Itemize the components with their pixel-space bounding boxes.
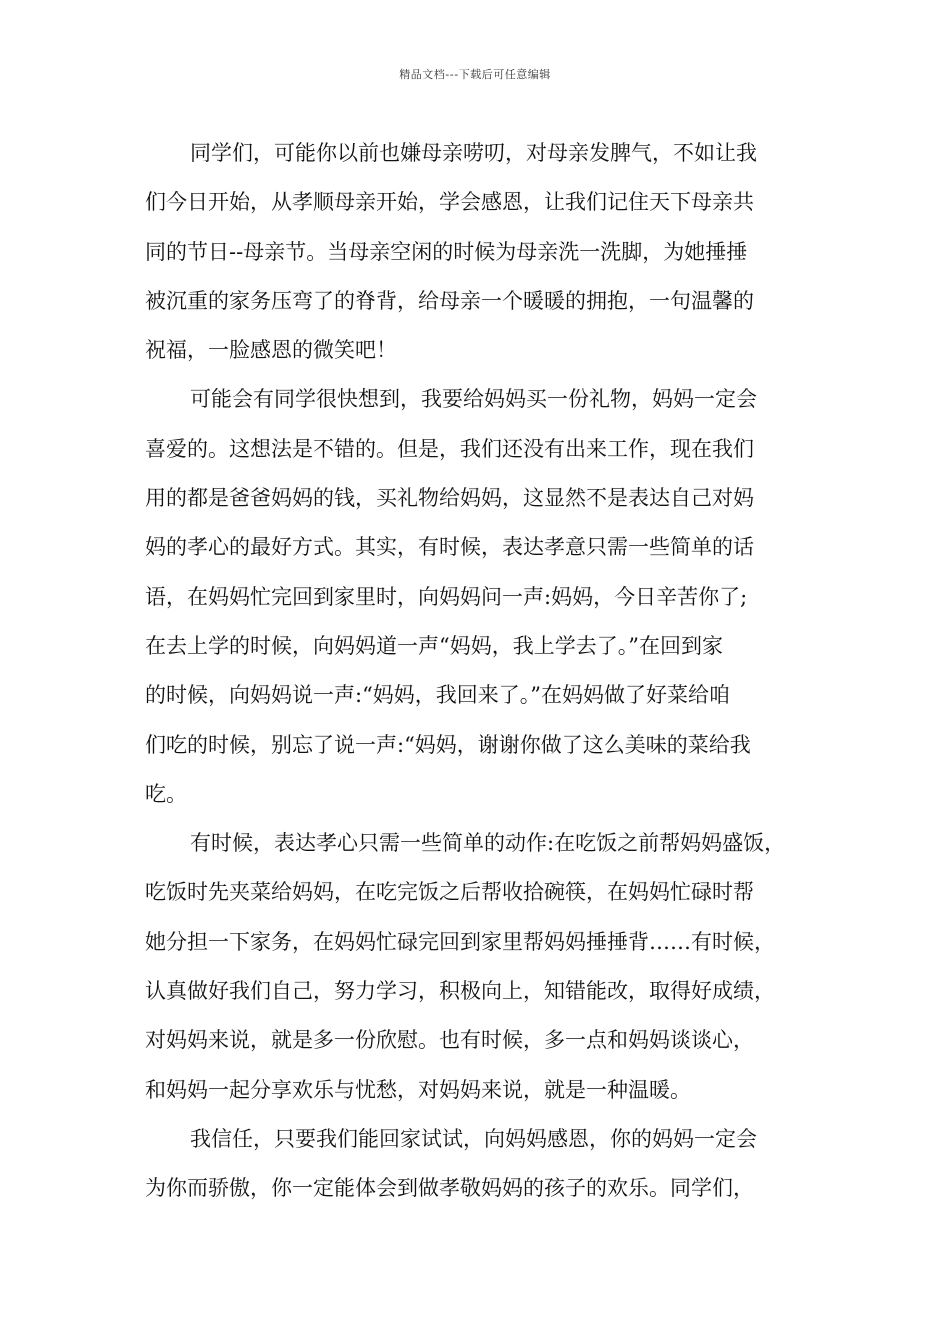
page-header: 精品文档---下载后可任意编辑 — [399, 68, 551, 81]
paragraph — [145, 129, 815, 375]
text-line: 和妈妈一起分享欢乐与忧愁，对妈妈来说，就是一种温暖。 — [145, 1077, 691, 1102]
text-line: 被沉重的家务压弯了的脊背，给母亲一个暖暖的拥抱，一句温馨的 — [145, 288, 754, 313]
document-body — [145, 129, 815, 1214]
text-line: 妈的孝心的最好方式。其实，有时候，表达孝意只需一些简单的话 — [145, 535, 754, 560]
text-line: 对妈妈来说，就是多一份欣慰。也有时候，多一点和妈妈谈谈心， — [145, 1028, 754, 1053]
text-line: 有时候，表达孝心只需一些简单的动作:在吃饭之前帮妈妈盛饭， — [190, 831, 786, 856]
paragraph — [145, 1115, 815, 1214]
text-line: 同学们，可能你以前也嫌母亲唠叨，对母亲发脾气，不如让我 — [190, 141, 757, 165]
text-line: 用的都是爸爸妈妈的钱，买礼物给妈妈，这显然不是表达自己对妈 — [145, 486, 754, 511]
text-line: 吃。 — [145, 781, 187, 806]
text-line: 认真做好我们自己，努力学习，积极向上，知错能改，取得好成绩， — [145, 979, 775, 1004]
text-line: 语，在妈妈忙完回到家里时，向妈妈问一声:妈妈，今日辛苦你了; — [145, 584, 748, 609]
text-line: 吃饭时先夹菜给妈妈，在吃完饭之后帮收拾碗筷，在妈妈忙碌时帮 — [145, 880, 754, 905]
paragraph — [145, 375, 815, 819]
text-line: 我信任，只要我们能回家试试，向妈妈感恩，你的妈妈一定会 — [190, 1126, 757, 1151]
text-line: 可能会有同学很快想到，我要给妈妈买一份礼物，妈妈一定会 — [190, 387, 757, 412]
text-line: 们今日开始，从孝顺母亲开始，学会感恩，让我们记住天下母亲共 — [145, 190, 754, 215]
text-line: 为你而骄傲，你一定能体会到做孝敬妈妈的孩子的欢乐。同学们， — [145, 1176, 754, 1201]
text-line: 在去上学的时候，向妈妈道一声“妈妈，我上学去了。”在回到家 — [145, 633, 723, 658]
text-line: 喜爱的。这想法是不错的。但是，我们还没有出来工作，现在我们 — [145, 436, 754, 461]
text-line: 们吃的时候，别忘了说一声:“妈妈，谢谢你做了这么美味的菜给我 — [145, 732, 751, 757]
paragraph — [145, 819, 815, 1115]
text-line: 她分担一下家务，在妈妈忙碌完回到家里帮妈妈捶捶背……有时候， — [145, 929, 775, 954]
text-line: 的时候，向妈妈说一声:“妈妈，我回来了。”在妈妈做了好菜给咱 — [145, 683, 731, 708]
text-line: 同的节日--母亲节。当母亲空闲的时候为母亲洗一洗脚，为她捶捶 — [145, 239, 748, 264]
text-line: 祝福，一脸感恩的微笑吧！ — [145, 338, 397, 363]
